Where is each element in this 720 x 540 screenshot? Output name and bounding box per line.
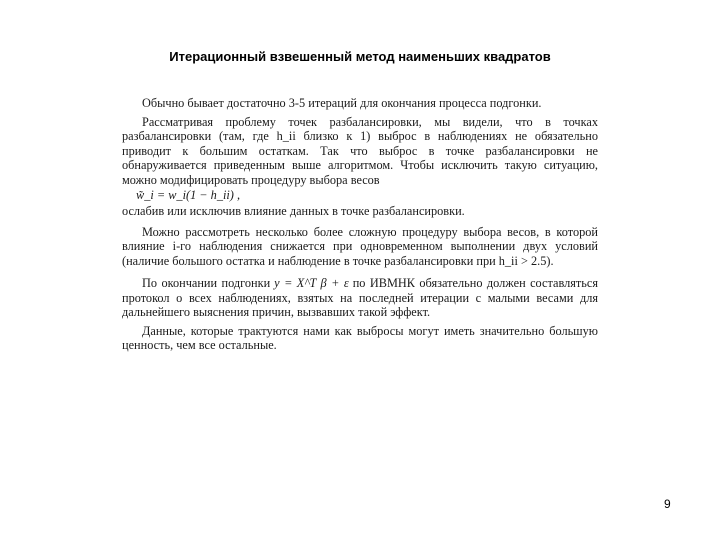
paragraph-imbalance-continued: ослабив или исключив влияние данных в точке разбалансировки. bbox=[122, 204, 465, 218]
paragraph-outliers-value: Данные, которые трактуются нами как выбросы могут иметь значительно большую ценность, чем все остальные. bbox=[122, 323, 598, 352]
weight-formula: w̃_i = w_i(1 − h_ii) , bbox=[136, 188, 241, 202]
protocol-lead-text: По окончании подгонки bbox=[142, 276, 271, 290]
page-number: 9 bbox=[664, 497, 671, 511]
protocol-text: по ИВМНК обязательно должен составляться протокол о всех наблюдениях, взятых на последней итерации с малыми весами для дальнейшего выяснения причин, вызвавших такой эффект. bbox=[122, 276, 598, 319]
paragraph-complex-weights: Можно рассмотреть несколько более сложную процедуру выбора весов, в которой влияние i-го наблюдения снижается при одновременном выполнении двух условий (наличие большого остатка и наблюдение в точке разбалансировки при h_ii > 2.5). bbox=[122, 224, 598, 268]
paragraph-imbalance: Рассматривая проблему точек разбалансировки, мы видели, что в точках разбалансировки (там, где h_ii близко к 1) выброс в наблюдениях не обязательно приводит к большим остаткам. Так что выброс в точке разбалансировки не обнаруживается приведенным выше алгоритмом. Чтобы исключить такую ситуацию, можно модифицировать процедуру выбора весов bbox=[122, 114, 598, 187]
paragraph-protocol bbox=[122, 276, 598, 320]
slide-title: Итерационный взвешенный метод наименьших квадратов bbox=[169, 49, 551, 64]
document-body bbox=[122, 96, 598, 353]
model-formula: y = X^T β + ε bbox=[274, 276, 349, 290]
paragraph-iterations: Обычно бывает достаточно 3-5 итераций для окончания процесса подгонки. bbox=[142, 96, 542, 110]
